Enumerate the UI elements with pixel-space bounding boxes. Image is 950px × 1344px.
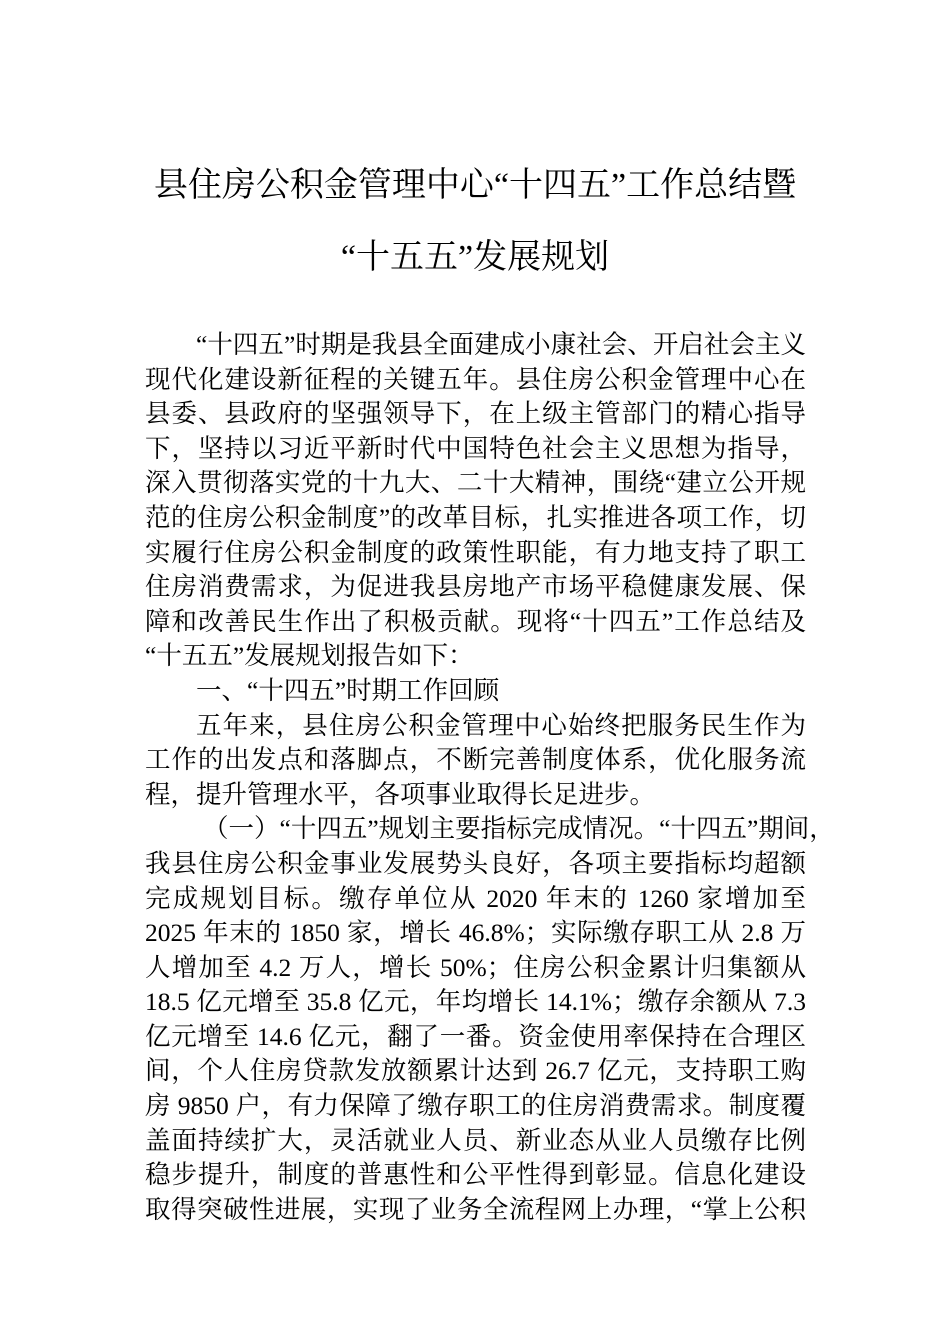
- text-line: 亿元增至 14.6 亿元，翻了一番。资金使用率保持在合理区: [145, 1021, 806, 1051]
- text-line: 工作的出发点和落脚点，不断完善制度体系，优化服务流: [145, 745, 806, 775]
- text-line: 完成规划目标。缴存单位从 2020 年末的 1260 家增加至: [145, 883, 806, 913]
- text-line: 县委、县政府的坚强领导下，在上级主管部门的精心指导: [145, 399, 806, 429]
- text-line: 我县住房公积金事业发展势头良好，各项主要指标均超额: [145, 848, 806, 878]
- text-line: 障和改善民生作出了积极贡献。现将“十四五”工作总结及: [145, 606, 806, 636]
- document-title-line-1: 县住房公积金管理中心“十四五”工作总结暨: [153, 167, 797, 204]
- text-line: 五年来，县住房公积金管理中心始终把服务民生作为: [196, 710, 806, 740]
- text-line: “十五五”发展规划报告如下：: [145, 641, 474, 671]
- text-line: 取得突破性进展，实现了业务全流程网上办理，“掌上公积: [145, 1194, 806, 1224]
- text-line: 一、“十四五”时期工作回顾: [196, 675, 500, 705]
- text-line: “十四五”时期是我县全面建成小康社会、开启社会主义: [196, 330, 806, 359]
- document-title-line-2: “十五五”发展规划: [340, 239, 610, 276]
- text-line: 深入贯彻落实党的十九大、二十大精神，围绕“建立公开规: [145, 468, 806, 498]
- text-line: 盖面持续扩大，灵活就业人员、新业态从业人员缴存比例: [145, 1125, 806, 1155]
- text-line: 下，坚持以习近平新时代中国特色社会主义思想为指导，: [145, 433, 806, 463]
- review-paragraph: [145, 709, 806, 813]
- text-line: 人增加至 4.2 万人，增长 50%；住房公积金累计归集额从: [145, 952, 806, 982]
- text-line: 实履行住房公积金制度的政策性职能，有力地支持了职工: [145, 537, 806, 567]
- text-line: 房 9850 户，有力保障了缴存职工的住房消费需求。制度覆: [145, 1091, 806, 1121]
- text-line: 2025 年末的 1850 家，增长 46.8%；实际缴存职工从 2.8 万: [145, 918, 806, 948]
- text-line: 住房消费需求，为促进我县房地产市场平稳健康发展、保: [145, 572, 806, 602]
- text-line: （一）“十四五”规划主要指标完成情况。“十四五”期间，: [203, 814, 835, 844]
- indicators-paragraph: [145, 812, 835, 1227]
- text-line: 间，个人住房贷款发放额累计达到 26.7 亿元，支持职工购: [145, 1056, 806, 1086]
- text-line: 范的住房公积金制度”的改革目标，扎实推进各项工作，切: [145, 502, 806, 532]
- section-heading: [145, 674, 806, 709]
- document-body: [145, 328, 835, 1227]
- text-line: 程，提升管理水平，各项事业取得长足进步。: [145, 779, 656, 809]
- text-line: 现代化建设新征程的关键五年。县住房公积金管理中心在: [145, 364, 806, 394]
- text-line: 18.5 亿元增至 35.8 亿元，年均增长 14.1%；缴存余额从 7.3: [145, 987, 806, 1017]
- intro-paragraph: [145, 328, 806, 674]
- text-line: 稳步提升，制度的普惠性和公平性得到彰显。信息化建设: [145, 1160, 806, 1190]
